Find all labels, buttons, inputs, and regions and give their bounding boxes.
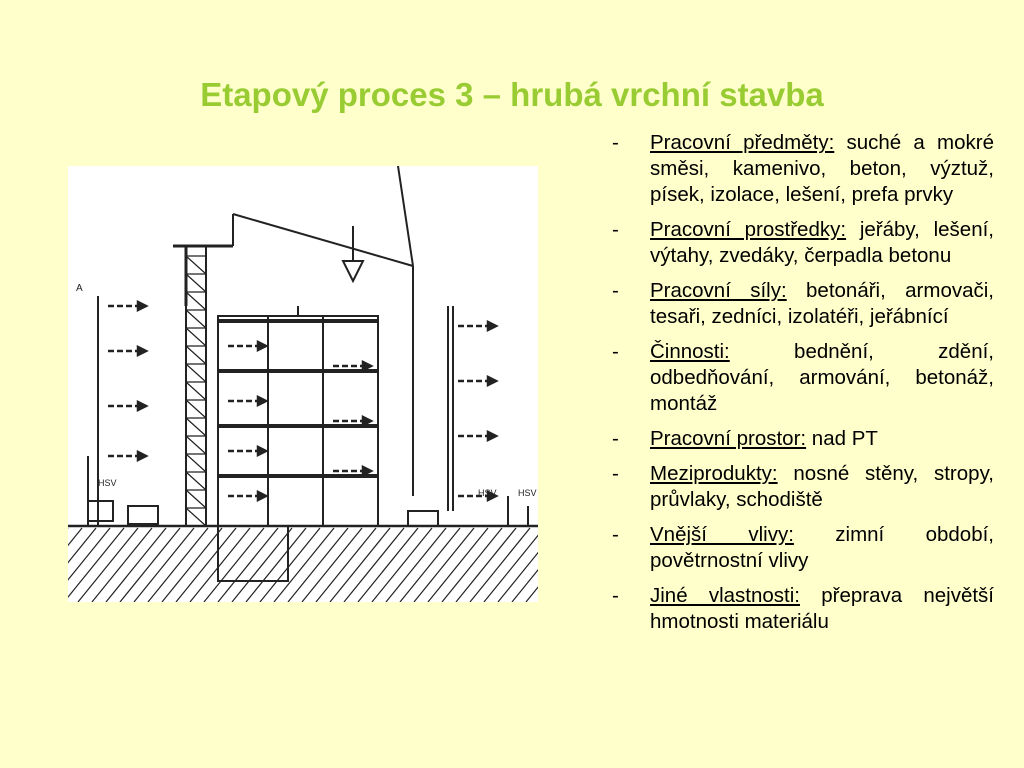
bullet-label: Pracovní předměty: <box>650 131 835 154</box>
bullet-text: nad PT <box>806 427 878 450</box>
bullet-label: Jiné vlastnosti: <box>650 584 800 607</box>
bullet-dash: - <box>612 340 619 363</box>
bullet-dash: - <box>612 218 619 241</box>
svg-text:HSV: HSV <box>98 478 117 488</box>
bullet-dash: - <box>612 523 619 546</box>
bullet-text: jeřáby, lešení, výtahy, zvedáky, čerpadla betonu <box>650 218 994 267</box>
bullet-dash: - <box>612 584 619 607</box>
bullet-item <box>612 461 994 513</box>
bullet-item <box>612 522 994 574</box>
bullet-text: přeprava největší hmotnosti materiálu <box>650 584 994 633</box>
bullet-text: bednění, zdění, odbedňování, armování, betonáž, montáž <box>650 340 994 415</box>
bullet-dash: - <box>612 279 619 302</box>
bullet-dash: - <box>612 427 619 450</box>
bullet-dash: - <box>612 131 619 154</box>
bullet-list <box>612 130 994 644</box>
bullet-text: betonáři, armovači, tesaři, zedníci, izolatéři, jeřábnící <box>650 279 994 328</box>
bullet-item <box>612 217 994 269</box>
bullet-label: Pracovní síly: <box>650 279 787 302</box>
bullet-label: Pracovní prostor: <box>650 427 807 450</box>
bullet-item <box>612 426 994 452</box>
construction-drawing <box>68 166 538 602</box>
svg-text:A: A <box>76 283 83 294</box>
bullet-item <box>612 339 994 417</box>
bullet-label: Pracovní prostředky: <box>650 218 847 241</box>
svg-text:HSV: HSV <box>518 488 537 498</box>
building-frame <box>218 306 378 526</box>
ground-hatch <box>68 526 538 602</box>
bullet-label: Činnosti: <box>650 340 730 363</box>
bullet-item <box>612 278 994 330</box>
scaffold-tower <box>186 246 206 526</box>
svg-text:HSV: HSV <box>478 488 497 498</box>
bullet-item <box>612 130 994 208</box>
bullet-dash: - <box>612 462 619 485</box>
bullet-text: zimní období, povětrnostní vlivy <box>650 523 995 572</box>
slide-title: Etapový proces 3 – hrubá vrchní stavba <box>200 76 824 113</box>
bullet-text: nosné stěny, stropy, průvlaky, schodiště <box>650 462 994 511</box>
bullet-label: Vnější vlivy: <box>650 523 794 546</box>
bullet-item <box>612 583 994 635</box>
bullet-text: suché a mokré směsi, kamenivo, beton, výztuž, písek, izolace, lešení, prefa prvky <box>650 131 994 206</box>
bullet-label: Meziprodukty: <box>650 462 778 485</box>
